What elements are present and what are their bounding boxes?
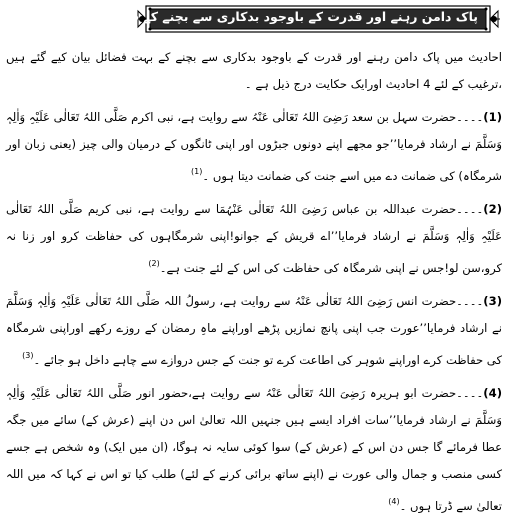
document-body — [6, 44, 502, 526]
hadith-paragraph — [6, 380, 502, 520]
hadith-number: (1) — [483, 110, 502, 124]
hadith-text: ۔۔۔۔حضرت ابو ہریرہ رَضِیَ اللہُ تَعَالٰی عَنْہُ سے روایت ہے،حضور انور صَلَّی اللہُ تَعَالٰی عَلَیْہِ وَاٰلِہٖ وَسَلَّمَ نے ارشاد فرمایا’’سات افراد ایسے ہیں جنہیں اللہ تعالیٰ اس دن اپنے (عرش کے) سائے میں جگہ عطا فرمائے گا جس دن اس کے (عرش کے) سوا کوئی سایہ نہ ہوگا، (ان میں ایک) وہ شخص ہے جسے کسی منصب و جمال والی عورت نے (اپنے ساتھ برائی کرنے کے لئے) طلب کیا تو اس نے کہا کہ میں اللہ تعالیٰ سے ڈرتا ہوں ۔ — [6, 386, 502, 513]
banner-title: پاک دامن رہنے اور قدرت کے باوجود بدکاری سے بچنے کے فضائل — [97, 9, 478, 24]
hadith-paragraph — [6, 196, 502, 282]
hadith-number: (4) — [483, 386, 502, 400]
footnote-ref: (3) — [22, 351, 34, 360]
hadith-paragraph — [6, 104, 502, 190]
footnote-ref: (2) — [148, 259, 160, 268]
footnote-ref: (1) — [191, 167, 203, 176]
title-banner — [97, 3, 500, 35]
footnote-ref: (4) — [388, 497, 400, 506]
intro-paragraph: احادیث میں پاک دامن رہنے اور قدرت کے باوجود بدکاری سے بچنے کے بہت فضائل بیان کیے گئے ہیں ،ترغیب کے لئے 4 احادیث اورایک حکایت درج ذیل ہے ۔ — [6, 50, 502, 91]
hadith-number: (2) — [483, 202, 502, 216]
hadith-number: (3) — [483, 294, 502, 308]
hadith-text: ۔۔۔۔حضرت عبداللہ بن عباس رَضِیَ اللہُ تَعَالٰی عَنْہُمَا سے روایت ہے، نبی کریم صَلَّی اللہُ تَعَالٰی عَلَیْہِ وَاٰلِہٖ وَسَلَّمَ نے ارشاد فرمایا’’اے قریش کے جوانو!اپنی شرمگاہوں کی حفاظت کرو اور زنا نہ کرو،سن لو!جس نے اپنی شرمگاہ کی حفاظت کی اس کے لئے جنت ہے۔ — [6, 202, 502, 275]
hadith-paragraph — [6, 288, 502, 374]
hadith-text: ۔۔۔۔حضرت سہل بن سعد رَضِیَ اللہُ تَعَالٰی عَنْہُ سے روایت ہے، نبی اکرم صَلَّی اللہُ تَعَالٰی عَلَیْہِ وَاٰلِہٖ وَسَلَّمَ نے ارشاد فرمایا’’جو مجھے اپنے دونوں جبڑوں اور اپنی ٹانگوں کے درمیان والی چیز (یعنی زبان اور شرمگاہ) کی ضمانت دے میں اسے جنت کی ضمانت دیتا ہوں ۔ — [6, 110, 502, 183]
hadith-text: ۔۔۔۔حضرت انس رَضِیَ اللہُ تَعَالٰی عَنْہُ سے روایت ہے، رسولُ اللہ صَلَّی اللہُ تَعَالٰی عَلَیْہِ وَاٰلِہٖ وَسَلَّمَ نے ارشاد فرمایا’’عورت جب اپنی پانچ نمازیں پڑھے اوراپنے ماہِ رمضان کے روزے رکھے اوراپنی شرمگاہ کی حفاظت کرے اوراپنے شوہر کی اطاعت کرے تو جنت کے جس دروازے سے چاہے داخل ہو جائے ۔ — [6, 294, 502, 367]
